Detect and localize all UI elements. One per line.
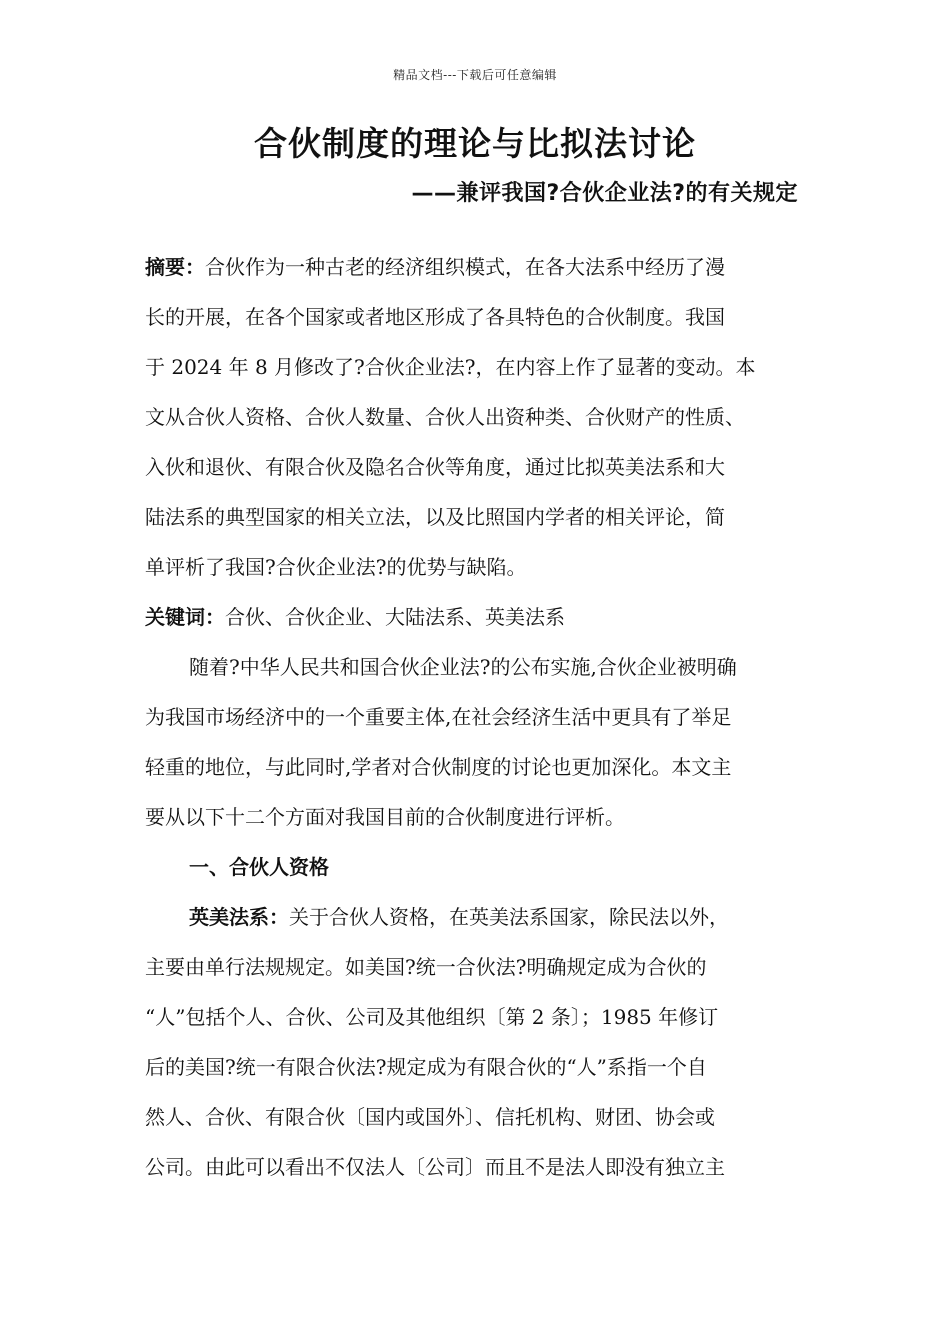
abstract-line [145,242,815,292]
keywords-text: 合伙、合伙企业、大陆法系、英美法系 [225,605,565,629]
keywords-label: 关键词： [145,605,225,629]
section-line [145,892,815,942]
document-title: 合伙制度的理论与比拟法讨论 [254,124,696,163]
document-body [145,242,815,1192]
abstract-line: 单评析了我国?合伙企业法?的优势与缺陷。 [145,555,527,579]
document-subtitle: ——兼评我国?合伙企业法?的有关规定 [411,181,798,206]
section-line: 主要由单行法规规定。如美国?统一合伙法?明确规定成为合伙的 [145,955,707,979]
intro-line: 轻重的地位，与此同时,学者对合伙制度的讨论也更加深化。本文主 [145,755,732,779]
section-label: 英美法系： [189,905,289,929]
section-text: 关于合伙人资格，在英美法系国家，除民法以外， [289,905,729,929]
abstract-text: 合伙作为一种古老的经济组织模式，在各大法系中经历了漫 [205,255,725,279]
section-line: 后的美国?统一有限合伙法?规定成为有限合伙的“人”系指一个自 [145,1055,707,1079]
section-line: “人”包括个人、合伙、公司及其他组织〔第 2 条〕；1985 年修订 [145,1005,719,1029]
abstract-label: 摘要： [145,255,205,279]
section-line: 公司。由此可以看出不仅法人〔公司〕而且不是法人即没有独立主 [145,1155,725,1179]
keywords-line [145,592,815,642]
abstract-line: 长的开展，在各个国家或者地区形成了各具特色的合伙制度。我国 [145,305,725,329]
intro-line: 要从以下十二个方面对我国目前的合伙制度进行评析。 [145,805,625,829]
abstract-line: 入伙和退伙、有限合伙及隐名合伙等角度，通过比拟英美法系和大 [145,455,725,479]
intro-line: 为我国市场经济中的一个重要主体,在社会经济生活中更具有了举足 [145,705,732,729]
section-line: 然人、合伙、有限合伙〔国内或国外〕、信托机构、财团、协会或 [145,1105,715,1129]
page-header: 精品文档---下载后可任意编辑 [393,68,557,82]
abstract-line: 陆法系的典型国家的相关立法，以及比照国内学者的相关评论，简 [145,505,725,529]
intro-line: 随着?中华人民共和国合伙企业法?的公布实施,合伙企业被明确 [189,655,737,679]
abstract-line: 文从合伙人资格、合伙人数量、合伙人出资种类、合伙财产的性质、 [145,405,745,429]
abstract-line: 于 2024 年 8 月修改了?合伙企业法?，在内容上作了显著的变动。本 [145,355,756,379]
section-heading: 一、合伙人资格 [189,855,329,879]
